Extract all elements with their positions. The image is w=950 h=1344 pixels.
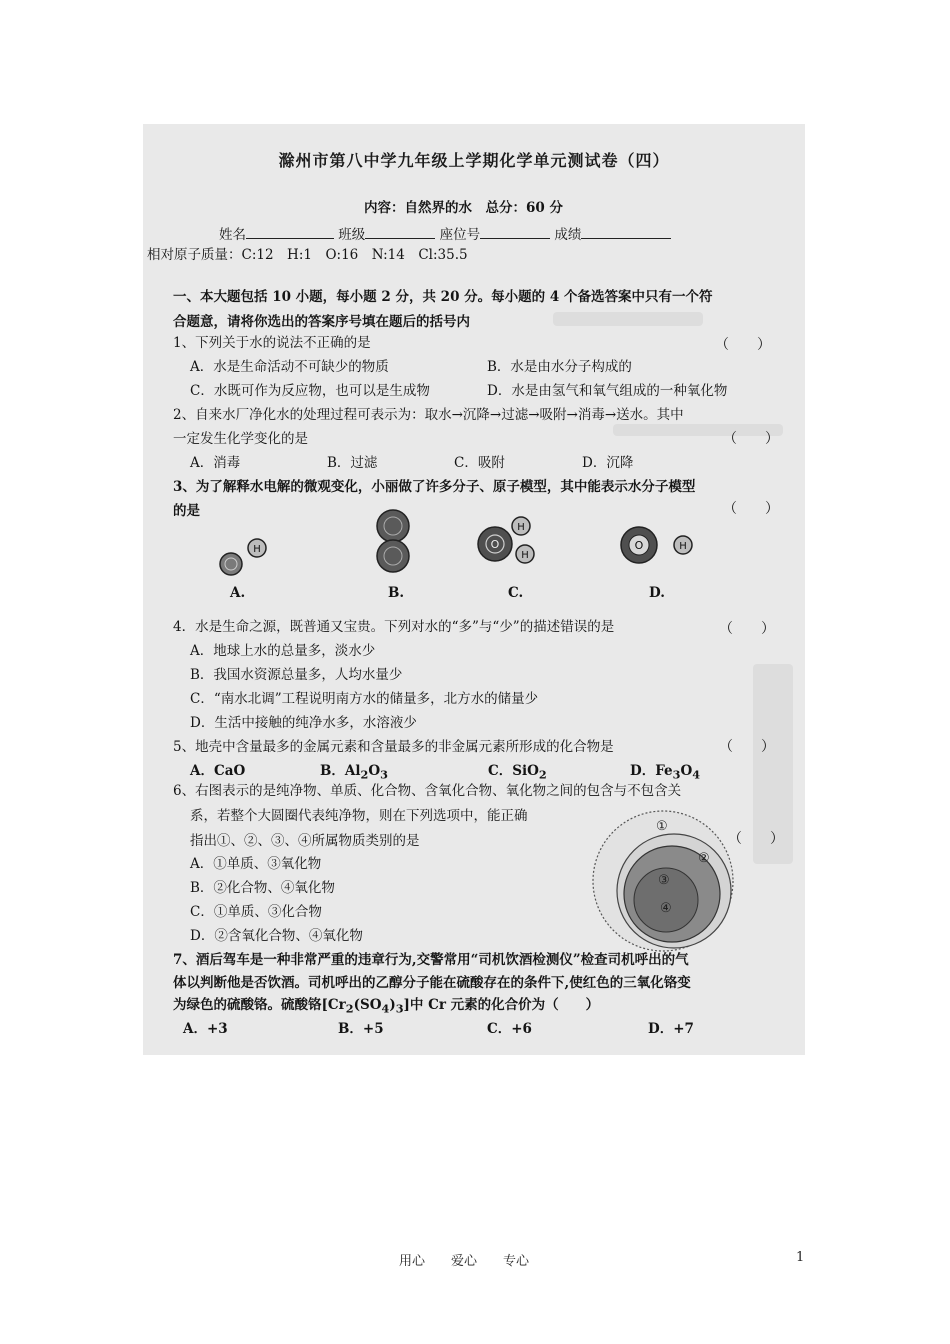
q6-region-1-label: ① — [656, 819, 668, 834]
q6-stem-line1: 6、右图表示的是纯净物、单质、化合物、含氧化合物、氧化物之间的包含与不包含关 — [173, 783, 682, 799]
q7-stem-line3: 为绿色的硫酸铬。硫酸铬$[Cr_2(SO_4)_3]$中 Cr 元素的化合价为（ ） — [173, 997, 600, 1016]
seat-label: 座位号 — [439, 227, 481, 243]
q3-c-o-atom-label: O — [490, 538, 500, 551]
q3-option-b-label: B. — [388, 585, 405, 601]
score-label: 成绩 — [554, 227, 582, 243]
q3-answer-paren[interactable]: （ ） — [723, 501, 779, 517]
q1-option-d: D．水是由氢气和氧气组成的一种氧化物 — [487, 383, 728, 399]
content-line: 内容：自然界的水 总分：60 分 — [364, 200, 563, 216]
q3-model-d-diagram — [617, 520, 697, 570]
footer-slogan: 用心 爱心 专心 — [399, 1254, 530, 1269]
q3-stem-line1: 3、为了解释水电解的微观变化，小丽做了许多分子、原子模型，其中能表示水分子模型 — [173, 479, 696, 495]
q5-option-c: C．SiO$_2$ — [488, 763, 547, 782]
class-label: 班级 — [338, 227, 366, 243]
section-instructions-line2: 合题意，请将你选出的答案序号填在题后的括号内 — [173, 314, 470, 330]
q3-stem-line2: 的是 — [173, 503, 200, 519]
q3-c-h-atom-label-2: H — [521, 550, 529, 561]
exam-title: 滁州市第八中学九年级上学期化学单元测试卷（四） — [278, 151, 670, 170]
name-label: 姓名 — [219, 227, 246, 243]
q7-option-a: A．+3 — [183, 1021, 228, 1037]
q7-option-b: B．+5 — [338, 1021, 384, 1037]
q7-stem-line2: 体以判断他是否饮酒。司机呼出的乙醇分子能在硫酸存在的条件下,使红色的三氧化铬变 — [173, 975, 691, 991]
q4-option-a: A．地球上水的总量多，淡水少 — [190, 643, 376, 659]
q1-option-a: A．水是生命活动不可缺少的物质 — [190, 359, 389, 375]
q5-option-a: A．CaO — [190, 763, 246, 779]
q5-option-d: D．$Fe_3O_4$ — [630, 763, 701, 782]
q7-option-d: D．+7 — [648, 1021, 694, 1037]
score-blank[interactable] — [581, 226, 671, 239]
name-blank[interactable] — [246, 226, 334, 239]
q3-d-h-atom-label: H — [679, 541, 687, 552]
q6-region-4-label: ④ — [660, 901, 672, 916]
q6-region-2-label: ② — [698, 851, 710, 866]
atomic-mass: 相对原子质量：C:12 H:1 O:16 N:14 Cl:35.5 — [147, 247, 468, 263]
seat-blank[interactable] — [480, 226, 550, 239]
q1-answer-paren[interactable]: （ ） — [715, 337, 771, 353]
q3-option-a-label: A. — [230, 585, 246, 601]
q2-option-c: C．吸附 — [454, 455, 505, 471]
q1-option-b: B．水是由水分子构成的 — [487, 359, 632, 375]
q6-stem-line3: 指出①、②、③、④所属物质类别的是 — [190, 833, 420, 849]
q4-stem: 4．水是生命之源，既普通又宝贵。下列对水的“多”与“少”的描述错误的是 — [173, 619, 615, 635]
student-info-row — [219, 226, 671, 244]
q6-stem-line2: 系，若整个大圆圈代表纯净物，则在下列选项中，能正确 — [190, 808, 528, 824]
q2-answer-paren[interactable]: （ ） — [723, 431, 779, 447]
q4-option-b: B．我国水资源总量多，人均水量少 — [190, 667, 403, 683]
q6-option-b: B．②化合物、④氧化物 — [190, 880, 335, 896]
q2-option-b: B．过滤 — [327, 455, 378, 471]
q3-option-d-label: D. — [649, 585, 665, 601]
page-number: 1 — [796, 1250, 805, 1265]
q2-stem-line1: 2、自来水厂净化水的处理过程可表示为：取水→沉降→过滤→吸附→消毒→送水。其中 — [173, 407, 684, 423]
class-blank[interactable] — [365, 226, 435, 239]
q5-option-b: B．$Al_2O_3$ — [320, 763, 388, 782]
q6-region-3-label: ③ — [658, 873, 670, 888]
q3-a-h-atom-label: H — [253, 544, 261, 555]
q4-option-d: D．生活中接触的纯净水多，水溶液少 — [190, 715, 417, 731]
q3-option-c-label: C. — [508, 585, 524, 601]
q3-d-o-atom-label: O — [634, 539, 644, 552]
q3-model-c-diagram — [473, 514, 548, 574]
q5-answer-paren[interactable]: （ ） — [719, 739, 775, 755]
q2-option-d: D．沉降 — [582, 455, 634, 471]
q1-option-c: C．水既可作为反应物，也可以是生成物 — [190, 383, 430, 399]
scanned-exam-page — [143, 124, 805, 1055]
q6-option-c: C．①单质、③化合物 — [190, 904, 322, 920]
q4-option-c: C．“南水北调”工程说明南方水的储量多，北方水的储量少 — [190, 691, 539, 707]
q3-model-b-diagram — [363, 508, 423, 576]
q6-answer-paren[interactable]: （ ） — [728, 831, 784, 847]
q2-option-a: A．消毒 — [190, 455, 241, 471]
q5-stem: 5、地壳中含量最多的金属元素和含量最多的非金属元素所形成的化合物是 — [173, 739, 614, 755]
q3-model-a-diagram — [213, 530, 273, 580]
q6-option-a: A．①单质、③氧化物 — [190, 856, 322, 872]
q2-stem-line2: 一定发生化学变化的是 — [173, 431, 308, 447]
q4-answer-paren[interactable]: （ ） — [719, 621, 775, 637]
q3-c-h-atom-label-1: H — [517, 522, 525, 533]
q7-stem-line1: 7、酒后驾车是一种非常严重的违章行为,交警常用“司机饮酒检测仪”检查司机呼出的气 — [173, 952, 689, 968]
q1-stem: 1、下列关于水的说法不正确的是 — [173, 335, 371, 351]
section-instructions-line1: 一、本大题包括 10 小题，每小题 2 分，共 20 分。每小题的 4 个备选答案中只有一个符 — [173, 289, 713, 305]
q7-option-c: C．+6 — [487, 1021, 532, 1037]
q6-option-d: D．②含氧化合物、④氧化物 — [190, 928, 363, 944]
q6-venn-diagram — [588, 804, 738, 954]
